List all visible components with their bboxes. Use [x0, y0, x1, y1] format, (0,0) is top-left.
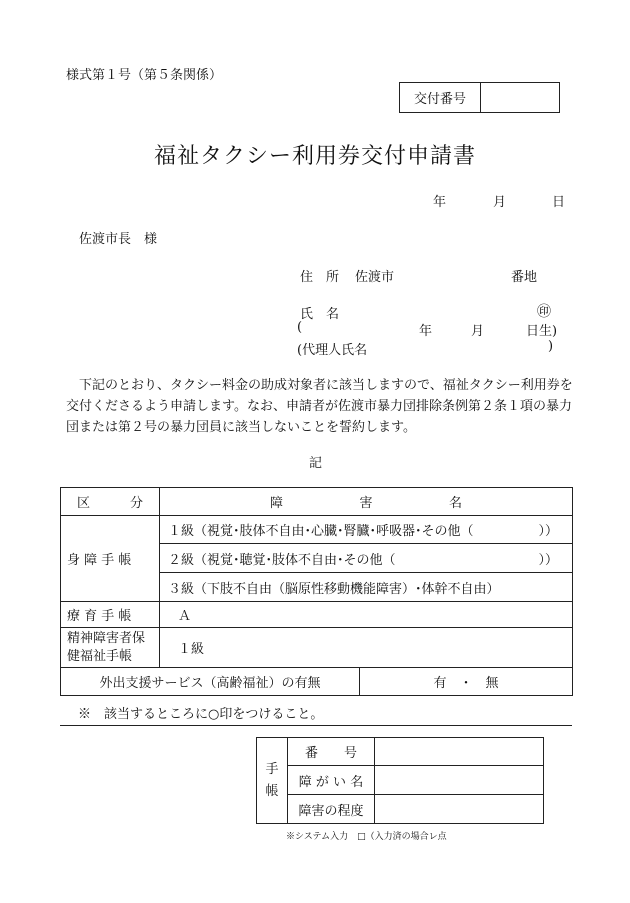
system-footnote: ※システム入力 □（入力済の場合レ点	[286, 832, 447, 842]
birth-day: 日生)	[526, 324, 558, 339]
address-city: 佐渡市	[355, 270, 395, 285]
note: ※ 該当するところに○印をつけること。	[78, 707, 324, 722]
body-paragraph: 下記のとおり、タクシー料金の助成対象者に該当しますので、福祉タクシー利用券を交付くださるよう申請します。なお、申請者が佐渡市暴力団排除条例第２条１項の暴力団または第２号の暴力団員に該当しないことを誓約します。	[66, 378, 573, 435]
header-disability: 障 害 名	[160, 488, 573, 516]
agent-label: (代理人氏名	[297, 343, 368, 358]
name-label: 氏 名	[300, 307, 340, 322]
physical-grade-3: ３級（下肢不自由（脳原性移動機能障害）･体幹不自由）	[160, 573, 573, 602]
ryoiku-handbook-value: Ａ	[160, 602, 573, 628]
office-disability-name-field[interactable]	[375, 766, 544, 795]
disability-table	[60, 487, 573, 696]
page-title: 福祉タクシー利用券交付申請書	[153, 144, 476, 169]
date-year: 年	[433, 195, 447, 210]
ryoiku-handbook-label: 療 育 手 帳	[61, 602, 160, 628]
address-label: 住 所	[300, 270, 340, 285]
agent-close: )	[548, 339, 554, 354]
office-use-table	[256, 737, 544, 824]
birth-year: 年	[419, 324, 433, 339]
separator-line	[60, 725, 572, 726]
handbook-side-label: 手 帳	[257, 738, 288, 824]
addressee: 佐渡市長 様	[79, 232, 158, 247]
issue-number-field[interactable]	[481, 83, 560, 113]
date-month: 月	[493, 195, 507, 210]
outing-support-value[interactable]: 有 ・ 無	[360, 668, 573, 696]
birth-month: 月	[471, 324, 485, 339]
mental-handbook-value: １級	[160, 628, 573, 668]
header-category: 区 分	[61, 488, 160, 516]
ki-marker: 記	[309, 456, 323, 471]
office-disability-degree-field[interactable]	[375, 795, 544, 824]
office-number-field[interactable]	[375, 738, 544, 766]
physical-handbook-label: 身 障 手 帳	[61, 516, 160, 602]
form-number: 様式第１号（第５条関係）	[66, 68, 223, 83]
birth-open: (	[297, 320, 303, 335]
outing-support-label: 外出支援サービス（高齢福祉）の有無	[61, 668, 360, 696]
issue-number-box	[399, 82, 560, 113]
address-suffix: 番地	[511, 270, 538, 285]
issue-number-label: 交付番号	[400, 83, 481, 113]
date-day: 日	[552, 195, 566, 210]
mental-handbook-label: 精神障害者保 健福祉手帳	[61, 628, 160, 668]
physical-grade-1: １級（視覚･肢体不自由･心臓･腎臓･呼吸器･その他（ ））	[160, 516, 573, 544]
office-number-label: 番 号	[288, 738, 375, 766]
seal-mark: ㊞	[537, 304, 551, 320]
physical-grade-2: ２級（視覚･聴覚･肢体不自由･その他（ ））	[160, 544, 573, 573]
office-disability-degree-label: 障害の程度	[288, 795, 375, 824]
office-disability-name-label: 障 が い 名	[288, 766, 375, 795]
